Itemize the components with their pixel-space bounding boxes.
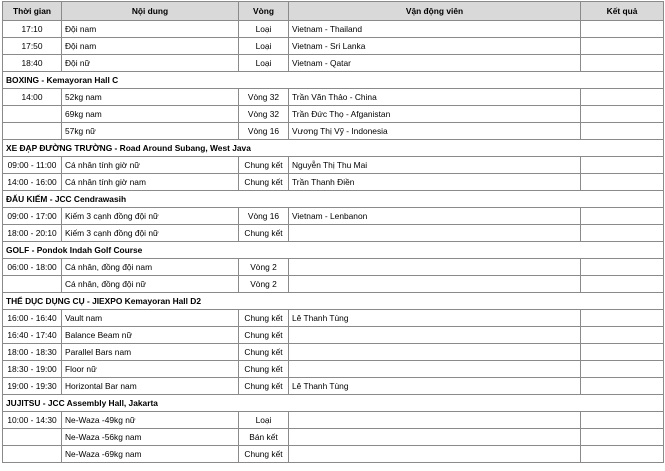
cell-result — [581, 225, 664, 242]
cell-result — [581, 208, 664, 225]
cell-result — [581, 89, 664, 106]
table-row — [3, 429, 664, 446]
table-row — [3, 208, 664, 225]
table-row — [3, 361, 664, 378]
cell-result — [581, 123, 664, 140]
table-row — [3, 157, 664, 174]
cell-content: 52kg nam — [62, 89, 239, 106]
schedule-body — [3, 21, 664, 463]
cell-round: Vòng 16 — [239, 208, 289, 225]
cell-result — [581, 276, 664, 293]
cell-round: Vòng 16 — [239, 123, 289, 140]
cell-time — [3, 123, 62, 140]
header-athlete: Vận động viên — [289, 2, 581, 21]
cell-time: 06:00 - 18:00 — [3, 259, 62, 276]
cell-result — [581, 38, 664, 55]
cell-content: Cá nhân tính giờ nữ — [62, 157, 239, 174]
cell-result — [581, 174, 664, 191]
header-result: Kết quả — [581, 2, 664, 21]
section-title: XE ĐẠP ĐƯỜNG TRƯỜNG - Road Around Subang, West Java — [3, 140, 664, 157]
table-row — [3, 225, 664, 242]
cell-time: 16:40 - 17:40 — [3, 327, 62, 344]
cell-result — [581, 378, 664, 395]
cell-time: 17:10 — [3, 21, 62, 38]
cell-round: Chung kết — [239, 310, 289, 327]
cell-result — [581, 259, 664, 276]
cell-content: Vault nam — [62, 310, 239, 327]
cell-result — [581, 157, 664, 174]
section-title: JUJITSU - JCC Assembly Hall, Jakarta — [3, 395, 664, 412]
section-title: ĐẤU KIẾM - JCC Cendrawasih — [3, 191, 664, 208]
cell-time: 17:50 — [3, 38, 62, 55]
cell-round: Vòng 32 — [239, 89, 289, 106]
section-row — [3, 72, 664, 89]
section-row — [3, 242, 664, 259]
cell-result — [581, 55, 664, 72]
section-row — [3, 293, 664, 310]
cell-athlete — [289, 412, 581, 429]
cell-content: Balance Beam nữ — [62, 327, 239, 344]
cell-athlete — [289, 327, 581, 344]
cell-result — [581, 412, 664, 429]
cell-round: Chung kết — [239, 378, 289, 395]
table-row — [3, 38, 664, 55]
cell-result — [581, 106, 664, 123]
cell-content: Ne-Waza -56kg nam — [62, 429, 239, 446]
cell-athlete: Vietnam - Thailand — [289, 21, 581, 38]
cell-time — [3, 429, 62, 446]
cell-time: 14:00 — [3, 89, 62, 106]
table-row — [3, 310, 664, 327]
table-row — [3, 276, 664, 293]
cell-content: Đội nữ — [62, 55, 239, 72]
cell-time — [3, 106, 62, 123]
table-row — [3, 123, 664, 140]
cell-round: Chung kết — [239, 327, 289, 344]
cell-athlete: Nguyễn Thị Thu Mai — [289, 157, 581, 174]
schedule-table — [2, 1, 664, 463]
cell-result — [581, 327, 664, 344]
header-time: Thời gian — [3, 2, 62, 21]
cell-result — [581, 344, 664, 361]
section-title: BOXING - Kemayoran Hall C — [3, 72, 664, 89]
cell-time: 19:00 - 19:30 — [3, 378, 62, 395]
cell-round: Chung kết — [239, 225, 289, 242]
table-row — [3, 174, 664, 191]
table-row — [3, 21, 664, 38]
cell-content: Floor nữ — [62, 361, 239, 378]
cell-time: 09:00 - 11:00 — [3, 157, 62, 174]
cell-athlete — [289, 259, 581, 276]
cell-round: Vòng 2 — [239, 259, 289, 276]
cell-content: Cá nhân, đồng đội nữ — [62, 276, 239, 293]
cell-athlete — [289, 225, 581, 242]
cell-time: 10:00 - 14:30 — [3, 412, 62, 429]
header-row — [3, 2, 664, 21]
header-round: Vòng — [239, 2, 289, 21]
cell-round: Vòng 2 — [239, 276, 289, 293]
cell-content: Parallel Bars nam — [62, 344, 239, 361]
cell-round: Chung kết — [239, 446, 289, 463]
cell-content: Cá nhân tính giờ nam — [62, 174, 239, 191]
cell-athlete — [289, 276, 581, 293]
table-row — [3, 412, 664, 429]
table-row — [3, 378, 664, 395]
section-title: THỂ DỤC DỤNG CỤ - JIEXPO Kemayoran Hall D2 — [3, 293, 664, 310]
cell-round: Loại — [239, 55, 289, 72]
cell-athlete — [289, 429, 581, 446]
cell-athlete: Vietnam - Qatar — [289, 55, 581, 72]
header-content: Nội dung — [62, 2, 239, 21]
table-row — [3, 446, 664, 463]
section-row — [3, 191, 664, 208]
table-row — [3, 344, 664, 361]
cell-content: Ne-Waza -49kg nữ — [62, 412, 239, 429]
cell-result — [581, 429, 664, 446]
cell-content: Đội nam — [62, 21, 239, 38]
cell-round: Loại — [239, 38, 289, 55]
cell-athlete: Lê Thanh Tùng — [289, 310, 581, 327]
table-row — [3, 106, 664, 123]
cell-time: 14:00 - 16:00 — [3, 174, 62, 191]
cell-result — [581, 310, 664, 327]
cell-round: Chung kết — [239, 174, 289, 191]
cell-athlete: Trần Văn Thảo - China — [289, 89, 581, 106]
cell-round: Chung kết — [239, 344, 289, 361]
cell-athlete — [289, 361, 581, 378]
cell-result — [581, 361, 664, 378]
cell-time — [3, 446, 62, 463]
section-row — [3, 140, 664, 157]
cell-content: Đội nam — [62, 38, 239, 55]
cell-round: Vòng 32 — [239, 106, 289, 123]
table-row — [3, 259, 664, 276]
cell-athlete: Vietnam - Sri Lanka — [289, 38, 581, 55]
cell-round: Chung kết — [239, 361, 289, 378]
cell-content: Horizontal Bar nam — [62, 378, 239, 395]
cell-time: 18:00 - 20:10 — [3, 225, 62, 242]
cell-athlete — [289, 446, 581, 463]
section-title: GOLF - Pondok Indah Golf Course — [3, 242, 664, 259]
cell-athlete: Vương Thị Vỹ - Indonesia — [289, 123, 581, 140]
cell-time: 18:40 — [3, 55, 62, 72]
table-row — [3, 89, 664, 106]
table-row — [3, 55, 664, 72]
cell-time — [3, 276, 62, 293]
cell-athlete: Trần Đức Thọ - Afganistan — [289, 106, 581, 123]
cell-time: 18:30 - 19:00 — [3, 361, 62, 378]
cell-content: Kiếm 3 cạnh đồng đội nữ — [62, 208, 239, 225]
cell-content: Ne-Waza -69kg nam — [62, 446, 239, 463]
cell-round: Bán kết — [239, 429, 289, 446]
table-row — [3, 327, 664, 344]
cell-round: Chung kết — [239, 157, 289, 174]
cell-content: Cá nhân, đồng đội nam — [62, 259, 239, 276]
cell-round: Loại — [239, 412, 289, 429]
cell-content: 57kg nữ — [62, 123, 239, 140]
cell-content: 69kg nam — [62, 106, 239, 123]
cell-athlete — [289, 344, 581, 361]
cell-athlete: Lê Thanh Tùng — [289, 378, 581, 395]
cell-result — [581, 446, 664, 463]
cell-time: 16:00 - 16:40 — [3, 310, 62, 327]
section-row — [3, 395, 664, 412]
cell-time: 18:00 - 18:30 — [3, 344, 62, 361]
cell-athlete: Trần Thanh Điền — [289, 174, 581, 191]
cell-content: Kiếm 3 cạnh đồng đội nữ — [62, 225, 239, 242]
cell-result — [581, 21, 664, 38]
cell-athlete: Vietnam - Lenbanon — [289, 208, 581, 225]
cell-time: 09:00 - 17:00 — [3, 208, 62, 225]
cell-round: Loại — [239, 21, 289, 38]
